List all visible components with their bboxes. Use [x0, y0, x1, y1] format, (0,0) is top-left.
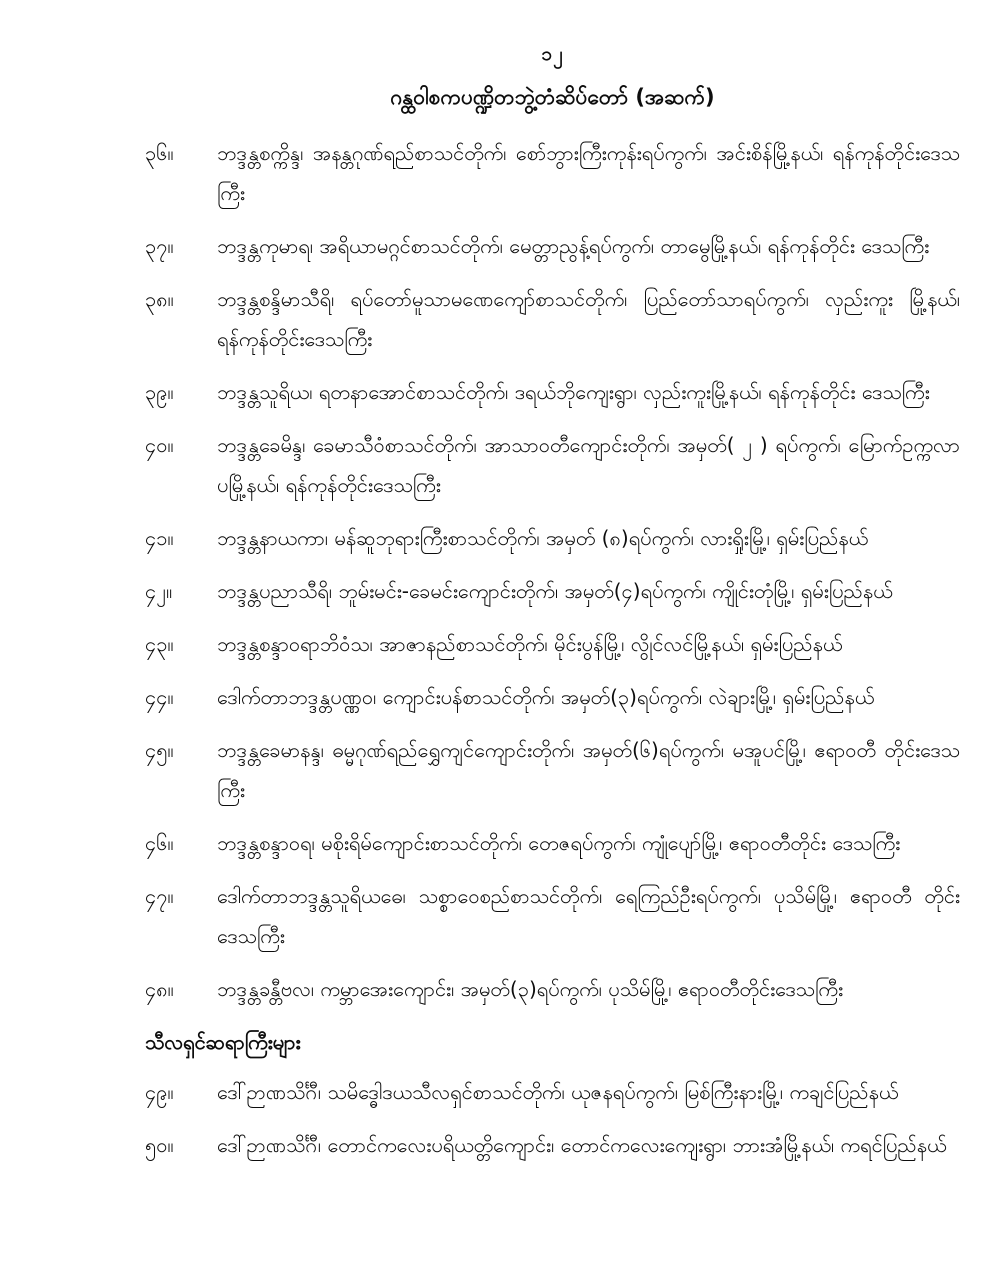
entry-number: ၅၀။ [145, 1133, 174, 1157]
list-item [145, 226, 960, 266]
entry-text: ဘဒ္ဒန္တသူရိယ၊ ရတနာအောင်စာသင်တိုက်၊ ဒရယ်ဘိုကျေးရွာ၊ လှည်းကူးမြို့နယ်၊ ရန်ကုန်တိုင်း ဒေသကြီး [217, 380, 930, 404]
entry-number: ၄၅။ [145, 738, 174, 762]
entry-text: ဘဒ္ဒန္တစန္ဒိမာသီရိ၊ ရပ်တော်မူသာမဏေကျော်စာသင်တိုက်၊ ပြည်တော်သာရပ်ကွက်၊ လှည်းကူး မြို့နယ်၊ ရန်ကုန်တိုင်းဒေသကြီး [217, 287, 960, 351]
entry-text: ဘဒ္ဒန္တစန္ဒာဝရာဘိဝံသ၊ အာဇာနည်စာသင်တိုက်၊ မိုင်းပွန်မြို့၊ လွိုင်လင်မြို့နယ်၊ ရှမ်းပြည်နယ် [217, 632, 843, 656]
list-item [145, 571, 960, 611]
section-heading: သီလရှင်ဆရာကြီးများ [145, 1030, 301, 1054]
entry-number: ၄၆။ [145, 831, 174, 855]
entry-number: ၄၂။ [145, 579, 173, 603]
entry-number: ၃၆။ [145, 141, 174, 165]
entry-number: ၄၁။ [145, 526, 174, 550]
list-item [145, 133, 960, 213]
list-item [145, 624, 960, 664]
entry-number: ၄၇။ [145, 884, 174, 908]
list-item [145, 1072, 960, 1112]
list-item [145, 425, 960, 505]
entry-text: ဘဒ္ဒန္တပညာသီရိ၊ ဘူမ်းမင်း-ခေမင်းကျောင်းတိုက်၊ အမှတ်(၄)ရပ်ကွက်၊ ကျိုင်းတုံမြို့၊ ရှမ်းပြည်နယ် [217, 579, 893, 603]
entry-text: ဘဒ္ဒန္တကုမာရ၊ အရိယာမဂ္ဂင်စာသင်တိုက်၊ မေတ္တာညွန့်ရပ်ကွက်၊ တာမွေမြို့နယ်၊ ရန်ကုန်တိုင်း ဒေသကြီး [217, 234, 930, 258]
list-item [145, 730, 960, 810]
entry-text: ဒေါ်ဉာဏသိင်္ဂီ၊ သမိဒ္ဓေါဒယသီလရှင်စာသင်တိုက်၊ ယုဇနရပ်ကွက်၊ မြစ်ကြီးနားမြို့၊ ကချင်ပြည်နယ် [217, 1080, 899, 1104]
entry-text: ဘဒ္ဒန္တခေမာနန္ဒ၊ ဓမ္မဂုဏ်ရည်ရွှေကျင်ကျောင်းတိုက်၊ အမှတ်(၆)ရပ်ကွက်၊ မအူပင်မြို့၊ ဧရာဝတီ တိုင်းဒေသကြီး [217, 738, 960, 802]
entry-text: ဘဒ္ဒန္တနာယကာ၊ မန်ဆူဘုရားကြီးစာသင်တိုက်၊ အမှတ် (၈)ရပ်ကွက်၊ လားရှိုးမြို့၊ ရှမ်းပြည်နယ် [217, 526, 869, 550]
entry-list [145, 133, 960, 1165]
entry-number: ၃၈။ [145, 287, 174, 311]
entry-text: ဘဒ္ဒန္တစန္ဒာဝရ၊ မစိုးရိမ်ကျောင်းစာသင်တိုက်၊ တေဇရပ်ကွက်၊ ကျုံပျော်မြို့၊ ဧရာဝတီတိုင်း ဒေသကြီး [217, 831, 901, 855]
entry-number: ၄၈။ [145, 977, 174, 1001]
entry-number: ၄၀။ [145, 433, 174, 457]
page-title: ဂန္ထဝါစကပဏ္ဍိတဘွဲ့တံဆိပ်တော် (အဆက်) [390, 85, 715, 109]
entry-number: ၃၉။ [145, 380, 174, 404]
page-number: ၁၂ [541, 43, 564, 65]
entry-number: ၃၇။ [145, 234, 174, 258]
entry-number: ၄၃။ [145, 632, 174, 656]
entry-text: ဘဒ္ဒန္တစက္ကိန္ဒ၊ အနန္တဂုဏ်ရည်စာသင်တိုက်၊ စော်ဘွားကြီးကုန်းရပ်ကွက်၊ အင်းစိန်မြို့နယ်၊ ရန်ကုန်တိုင်းဒေသကြီး [217, 141, 960, 205]
entry-text: ဘဒ္ဒန္တခေမိန္ဒ၊ ခေမာသီဝံစာသင်တိုက်၊ အာသာဝတီကျောင်းတိုက်၊ အမှတ်( ၂ ) ရပ်ကွက်၊ မြောက်ဥက္ကလာပမြို့နယ်၊ ရန်ကုန်တိုင်းဒေသကြီး [217, 433, 960, 497]
document-content [145, 42, 960, 1165]
entry-number: ၄၄။ [145, 685, 174, 709]
list-item [145, 823, 960, 863]
list-item [145, 876, 960, 956]
entry-text: ဒေါက်တာဘဒ္ဒန္တသူရိယဓေ၊ သစ္စာဝေစည်စာသင်တိုက်၊ ရေကြည်ဦးရပ်ကွက်၊ ပုသိမ်မြို့၊ ဧရာဝတီ တိုင်းဒေသကြီး [217, 884, 960, 948]
list-item [145, 969, 960, 1009]
list-item [145, 279, 960, 359]
entry-text: ဘဒ္ဒန္တခန္တီဗလ၊ ကမ္ဘာအေးကျောင်း၊ အမှတ်(၃)ရပ်ကွက်၊ ပုသိမ်မြို့၊ ဧရာဝတီတိုင်းဒေသကြီး [217, 977, 844, 1001]
entry-text: ဒေါက်တာဘဒ္ဒန္တပဏ္ဏဝ၊ ကျောင်းပန်စာသင်တိုက်၊ အမှတ်(၃)ရပ်ကွက်၊ လဲချားမြို့၊ ရှမ်းပြည်နယ် [217, 685, 875, 709]
list-item [145, 677, 960, 717]
entry-text: ဒေါ်ဉာဏသိင်္ဂီ၊ တောင်ကလေးပရိယတ္တိကျောင်း၊ တောင်ကလေးကျေးရွာ၊ ဘားအံမြို့နယ်၊ ကရင်ပြည်နယ် [217, 1133, 947, 1157]
entry-number: ၄၉။ [145, 1080, 174, 1104]
list-item [145, 1125, 960, 1165]
list-item [145, 372, 960, 412]
list-item [145, 518, 960, 558]
